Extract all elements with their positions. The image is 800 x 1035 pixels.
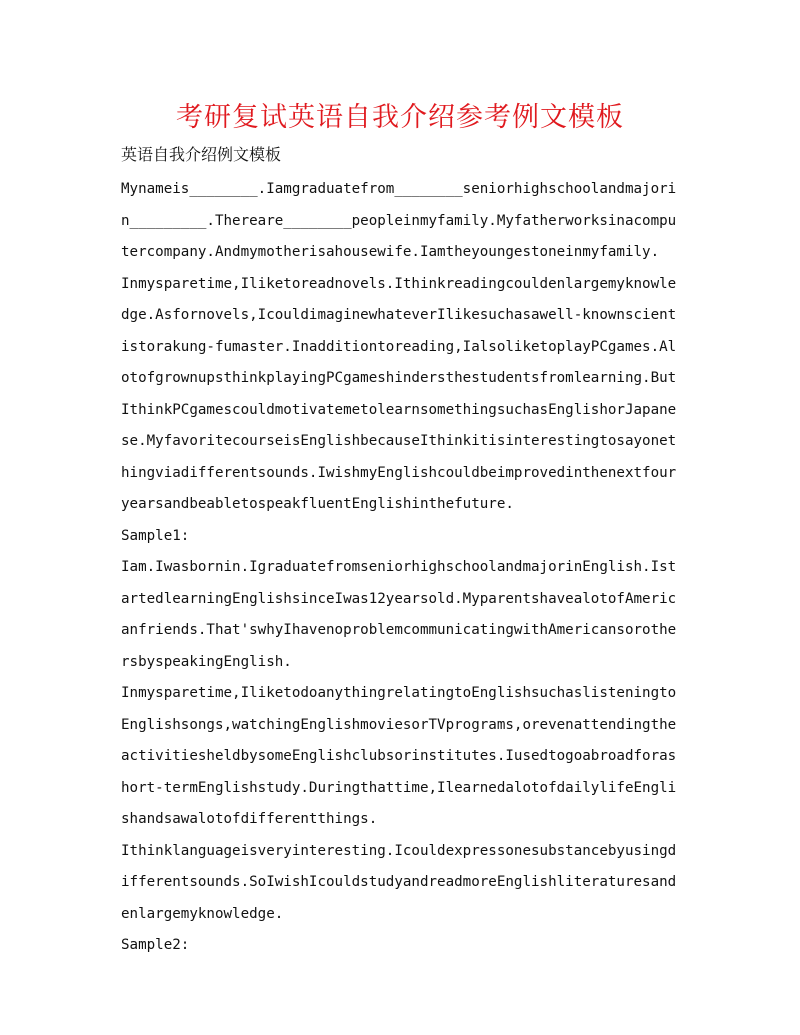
- paragraph-hobbies: Inmysparetime,Iliketoreadnovels.Ithinkreadingcouldenlargemyknowledge.Asfornovels,IcouldimaginewhateverIlikesuchasawell-knownscientistorakung-fumaster.Inadditiontoreading,IalsoliketoplayPCgames.AlotofgrownupsthinkplayingPCgameshindersthestudentsfromlearning.ButIthinkPCgamescouldmotivatemetolearnsomethingsuchasEnglishorJapanese.MyfavoritecourseisEnglishbecauseIthinkitisinterestingtosayonethingviadifferentsounds.IwishmyEnglishcouldbeimprovedinthenextfouryearsandbeabletospeakfluentEnglishinthefuture.: [121, 275, 677, 512]
- document-body: [121, 174, 681, 962]
- paragraph-sample1-intro: Iam.Iwasbornin.IgraduatefromseniorhighschoolandmajorinEnglish.IstartedlearningEnglishsinceIwas12yearsold.MyparentshavealotofAmericanfriends.That'swhyIhavenoproblemcommunicatingwithAmericansorothersbyspeakingEnglish.: [121, 559, 677, 670]
- document-subtitle: 英语自我介绍例文模板: [121, 145, 282, 164]
- paragraph-sample1-language: Ithinklanguageisveryinteresting.Icouldexpressonesubstancebyusingdifferentsounds.SoIwishIcouldstudyandreadmoreEnglishliteraturesandenlargemyknowledge.: [121, 842, 677, 922]
- paragraph-intro: Mynameis________.Iamgraduatefrom________seniorhighschoolandmajorin_________.Thereare________peopleinmyfamily.Myfatherworksinacomputercompany.Andmymotherisahousewife.Iamtheyoungestoneinmyfamily.: [121, 181, 677, 260]
- sample-1-heading: Sample1:: [121, 527, 190, 544]
- sample-2-heading: Sample2:: [121, 937, 190, 953]
- document-title: 考研复试英语自我介绍参考例文模板: [176, 102, 624, 133]
- paragraph-sample1-hobbies: Inmysparetime,IliketodoanythingrelatingtoEnglishsuchaslisteningtoEnglishsongs,watchingEnglishmoviesorTVprograms,orevenattendingtheactivitiesheldbysomeEnglishclubsorinstitutes.Iusedtogoabroadforashort-termEnglishstudy.Duringthattime,IlearnedalotofdailylifeEnglishandsawalotofdifferentthings.: [121, 685, 677, 827]
